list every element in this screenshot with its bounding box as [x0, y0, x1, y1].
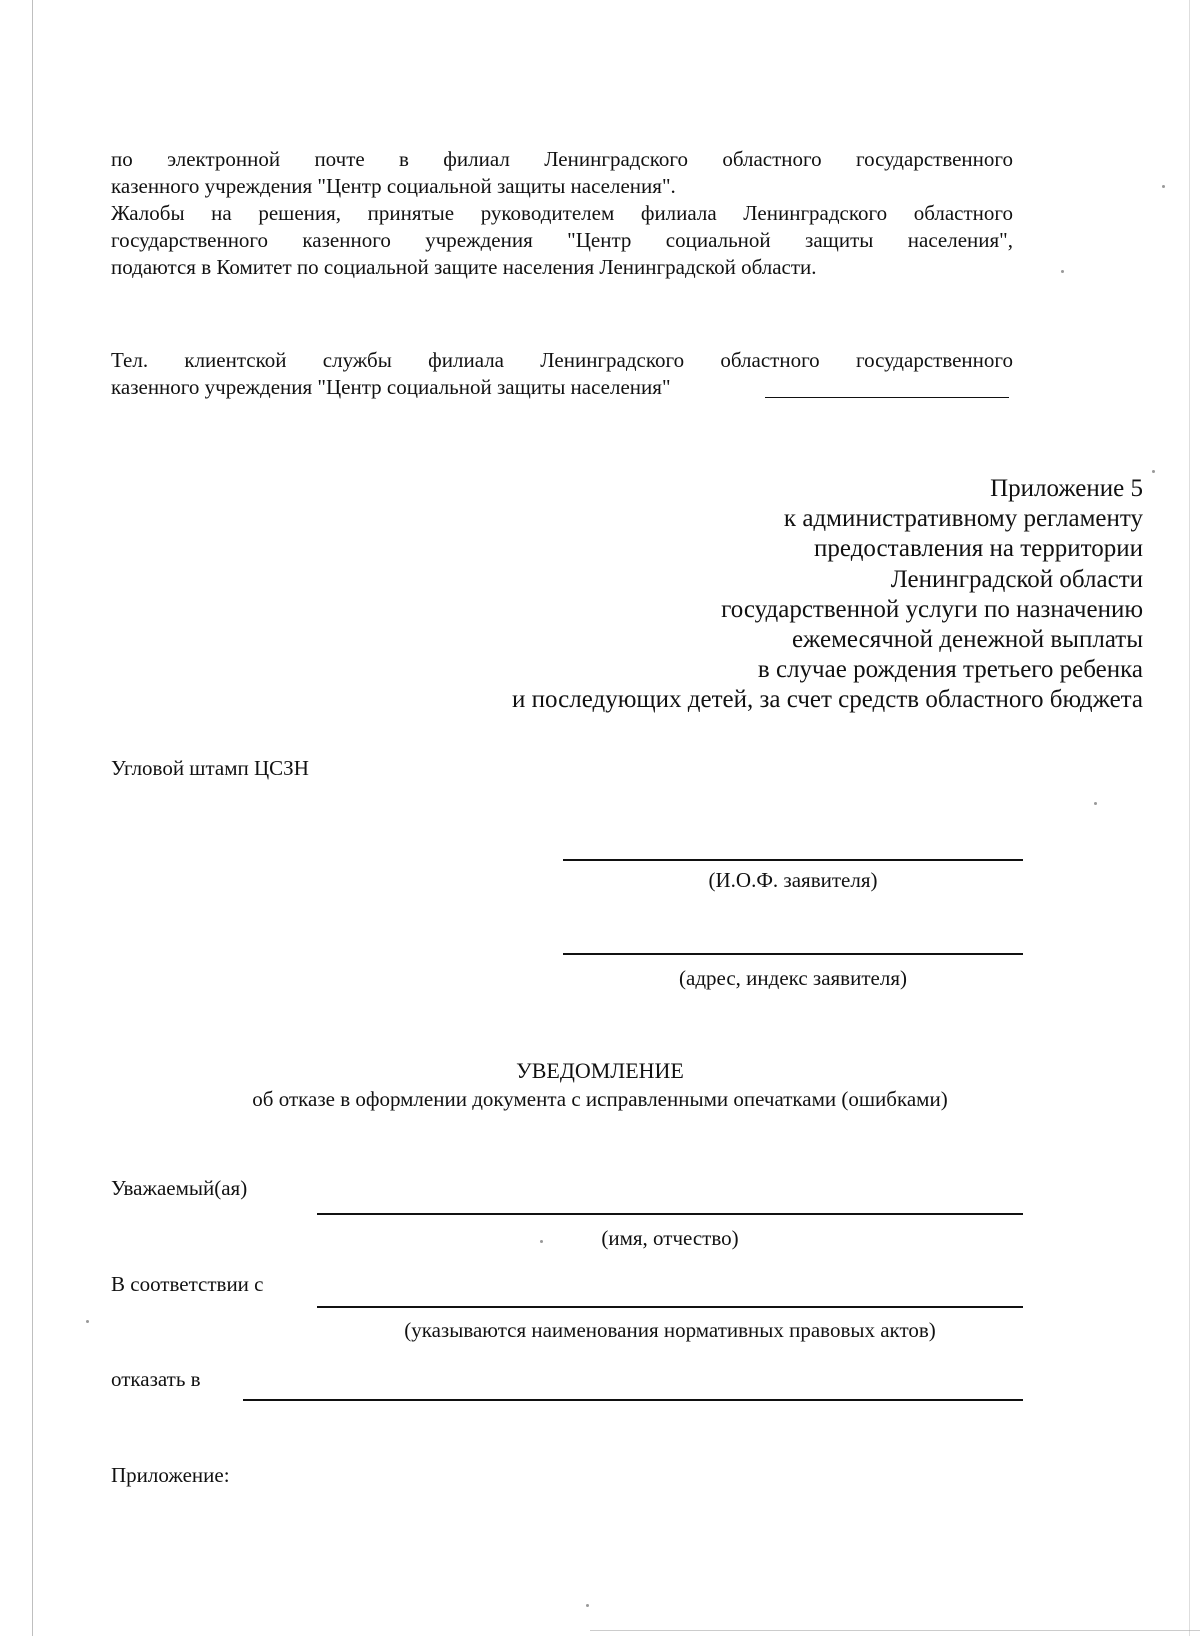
appendix-line-8: и последующих детей, за счет средств областного бюджета [512, 686, 1143, 714]
appendix-line-3: предоставления на территории [814, 535, 1143, 563]
applicant-address-caption: (адрес, индекс заявителя) [679, 966, 907, 990]
scan-speck [586, 1604, 589, 1607]
scan-edge-bottom [590, 1630, 1200, 1631]
dear-name-caption: (имя, отчество) [601, 1226, 739, 1250]
applicant-address-line [563, 953, 1023, 955]
scan-speck [1094, 802, 1097, 805]
scan-edge-right [1189, 0, 1190, 1636]
paragraph-email-line-1: по электронной почте в филиал Ленинградского областного государственного [111, 147, 1013, 171]
paragraph-email-line-2: казенного учреждения "Центр социальной защиты населения". [111, 174, 676, 198]
scan-edge-left [32, 0, 33, 1636]
appendix-line-1: Приложение 5 [990, 475, 1143, 502]
refuse-line [243, 1399, 1023, 1401]
appendix-header [343, 474, 1143, 716]
accordance-label: В соответствии с [111, 1272, 264, 1296]
appendix-line-5: государственной услуги по назначению [721, 595, 1143, 623]
phone-blank-line [765, 397, 1009, 398]
dear-name-line [317, 1213, 1023, 1215]
dear-label: Уважаемый(ая) [111, 1176, 248, 1200]
appendix-line-6: ежемесячной денежной выплаты [791, 626, 1143, 654]
appendix-line-2: к административному регламенту [783, 505, 1143, 533]
attachment-label: Приложение: [111, 1463, 230, 1487]
refuse-label: отказать в [111, 1367, 201, 1391]
applicant-name-line [563, 859, 1023, 861]
corner-stamp-label: Угловой штамп ЦСЗН [111, 756, 309, 780]
notice-subtitle: об отказе в оформлении документа с исправленными опечатками (ошибками) [252, 1087, 948, 1111]
scan-speck [1061, 270, 1064, 273]
appendix-line-4: Ленинградской области [890, 565, 1143, 593]
applicant-name-caption: (И.О.Ф. заявителя) [708, 868, 878, 892]
paragraph-complaints-line-3: подаются в Комитет по социальной защите населения Ленинградской области. [111, 255, 817, 279]
notice-title: УВЕДОМЛЕНИЕ [516, 1058, 684, 1083]
appendix-line-7: в случае рождения третьего ребенка [757, 656, 1143, 684]
scan-speck [1152, 470, 1155, 473]
accordance-line [317, 1306, 1023, 1308]
accordance-caption: (указываются наименования нормативных правовых актов) [404, 1318, 936, 1342]
phone-line-1: Тел. клиентской службы филиала Ленинградского областного государственного [111, 348, 1013, 372]
paragraph-complaints-line-1: Жалобы на решения, принятые руководителем филиала Ленинградского областного [111, 201, 1013, 225]
scan-speck [1162, 185, 1165, 188]
phone-line-2: казенного учреждения "Центр социальной защиты населения" [111, 375, 671, 399]
scan-speck [86, 1320, 89, 1323]
paragraph-complaints-line-2: государственного казенного учреждения "Центр социальной защиты населения", [111, 228, 1013, 252]
